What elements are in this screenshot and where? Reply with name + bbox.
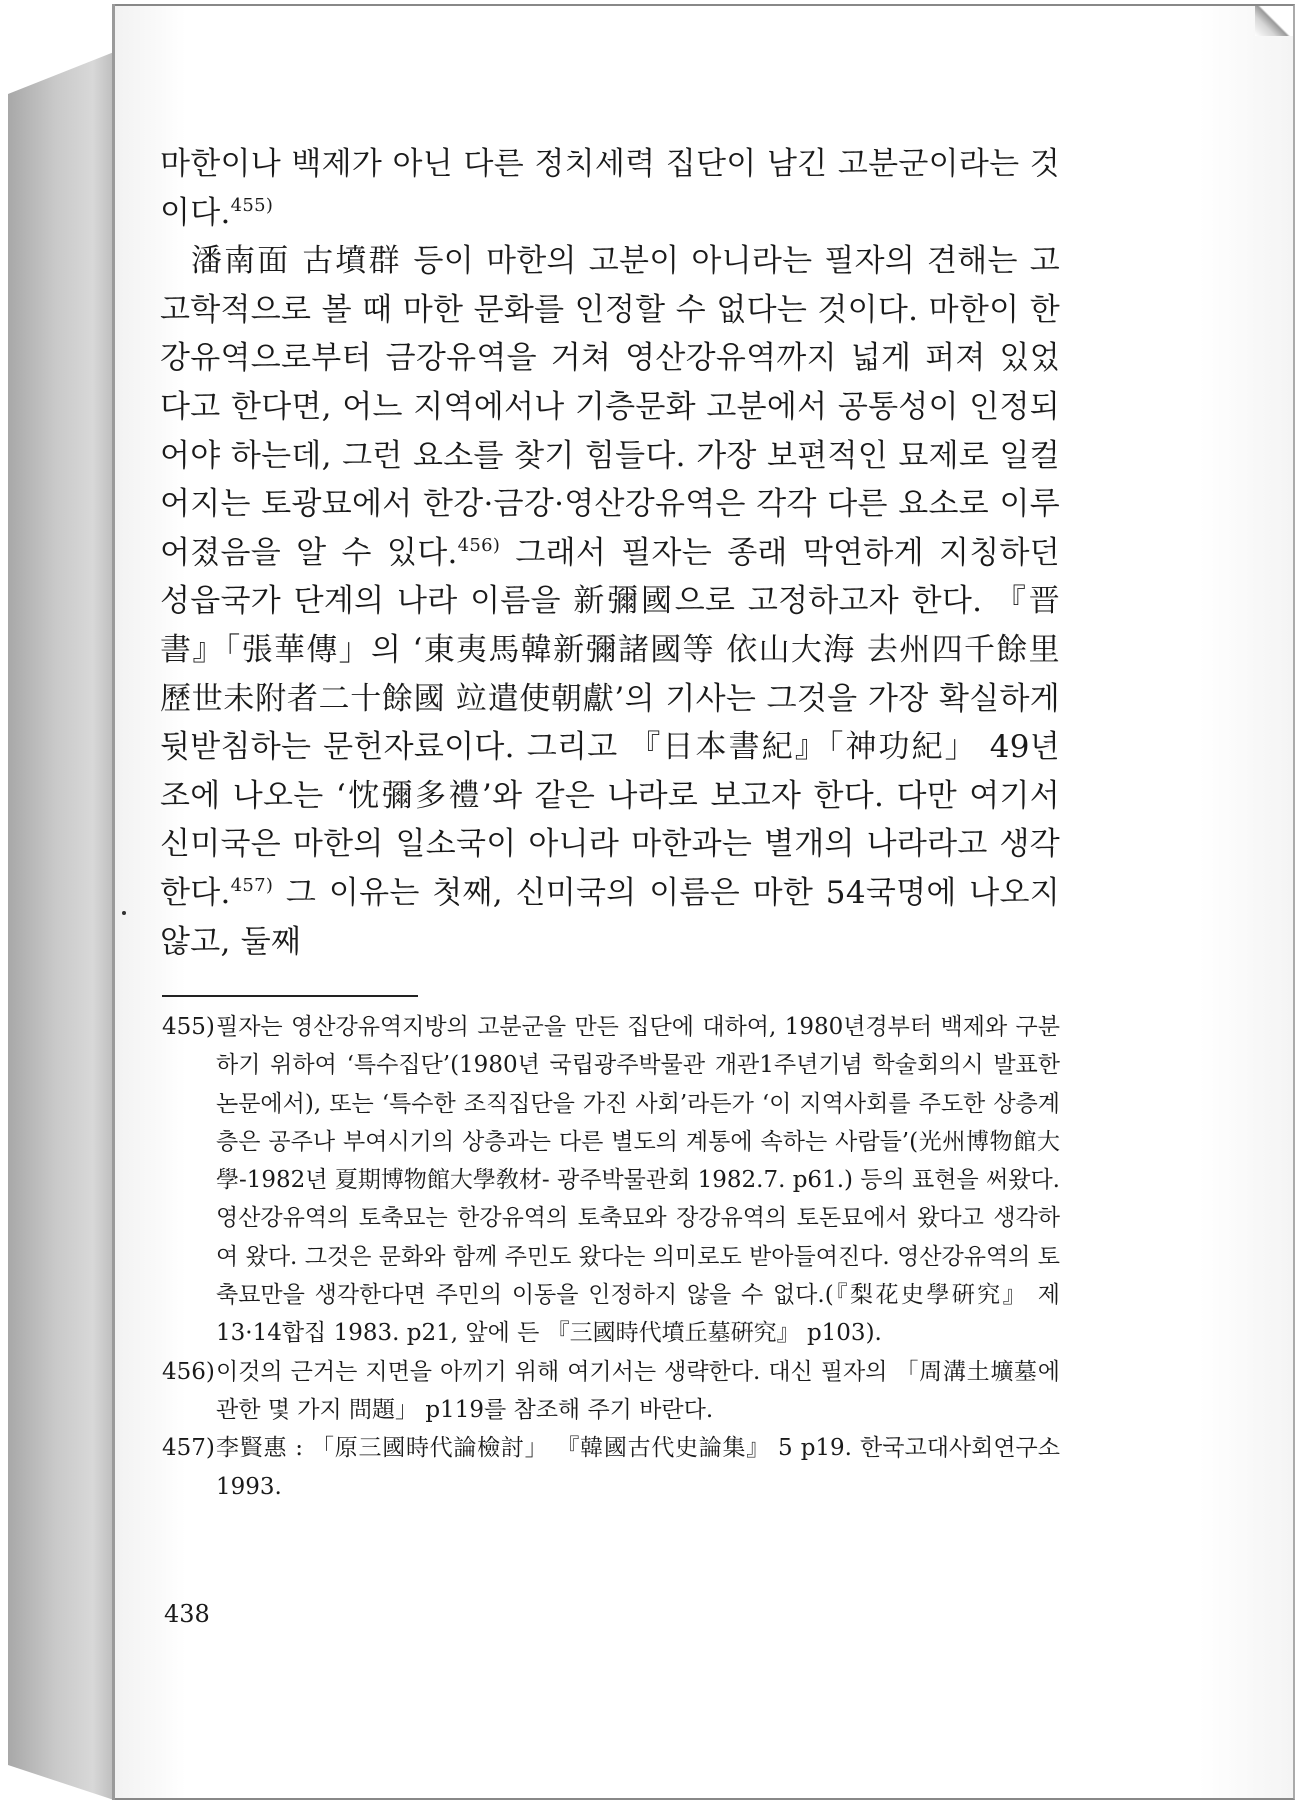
footnote-text: 李賢惠 : 「原三國時代論檢討」 『韓國古代史論集』 5 p19. 한국고대사회연구소 1993. xyxy=(216,1435,1060,1500)
paragraph-2 xyxy=(160,237,1060,966)
footnote-divider xyxy=(162,995,418,997)
footnote-457 xyxy=(162,1429,1060,1506)
book-spine xyxy=(8,52,114,1800)
footnote-number: 457) xyxy=(162,1435,215,1462)
page-curl xyxy=(1255,6,1293,36)
footnote-text: 필자는 영산강유역지방의 고분군을 만든 집단에 대하여, 1980년경부터 백제와 구분하기 위하여 ‘특수집단’(1980년 국립광주박물관 개관1주년기념 학술회의시 발표한 논문에서), 또는 ‘특수한 조직집단을 가진 사회’라든가 ‘이 지역사회를 주도한 상층계층은 공주나 부여시기의 상층과는 다른 별도의 계통에 속하는 사람들’(光州博物館大學-1982년 夏期博物館大學敎材- 광주박물관회 1982.7. p61.) 등의 표현을 써왔다. 영산강유역의 토축묘는 한강유역의 토축묘와 장강유역의 토돈묘에서 왔다고 생각하여 왔다. 그것은 문화와 함께 주민도 왔다는 의미로도 받아들여진다. 영산강유역의 토축묘만을 생각한다면 주민의 이동을 인정하지 않을 수 없다.(『梨花史學硏究』 제13·14합집 1983. p21, 앞에 든 『三國時代墳丘墓硏究』 p103). xyxy=(216,1014,1060,1347)
footnote-text: 이것의 근거는 지면을 아끼기 위해 여기서는 생략한다. 대신 필자의 「周溝土壙墓에 관한 몇 가지 問題」 p119를 참조해 주기 바란다. xyxy=(216,1358,1060,1423)
footnote-455 xyxy=(162,1008,1060,1353)
footnote-ref-455[interactable]: 455) xyxy=(230,194,274,216)
footnote-ref-457[interactable]: 457) xyxy=(230,874,274,896)
body-text xyxy=(160,140,1060,966)
footnote-number: 456) xyxy=(162,1358,215,1385)
paragraph-2-part-3: 그 이유는 첫째, 신미국의 이름은 마한 54국명에 나오지 않고, 둘째 xyxy=(160,874,1060,960)
paragraph-2-part-1: 潘南面 古墳群 등이 마한의 고분이 아니라는 필자의 견해는 고고학적으로 볼 때 마한 문화를 인정할 수 없다는 것이다. 마한이 한강유역으로부터 금강유역을 거쳐 영산강유역까지 넓게 퍼져 있었다고 한다면, 어느 지역에서나 기층문화 고분에서 공통성이 인정되어야 하는데, 그런 요소를 찾기 힘들다. 가장 보편적인 묘제로 일컬어지는 토광묘에서 한강·금강·영산강유역은 각각 다른 요소로 이루어졌음을 알 수 있다. xyxy=(160,243,1060,571)
footnotes xyxy=(162,1008,1060,1506)
footnote-456 xyxy=(162,1353,1060,1430)
page-number: 438 xyxy=(164,1600,210,1628)
margin-mark xyxy=(122,911,126,915)
paragraph-1-text: 마한이나 백제가 아닌 다른 정치세력 집단이 남긴 고분군이라는 것이다. xyxy=(160,146,1060,231)
paragraph-2-part-2: 그래서 필자는 종래 막연하게 지칭하던 성읍국가 단계의 나라 이름을 新彌國으로 고정하고자 한다. 『晋書』「張華傳」의 ‘東夷馬韓新彌諸國等 依山大海 去州四千餘里 歷世未附者二十餘國 竝遣使朝獻’의 기사는 그것을 가장 확실하게 뒷받침하는 문헌자료이다. 그리고 『日本書紀』「神功紀」 49년조에 나오는 ‘忱彌多禮’와 같은 나라로 보고자 한다. 다만 여기서 신미국은 마한의 일소국이 아니라 마한과는 별개의 나라라고 생각한다. xyxy=(160,534,1060,911)
footnote-ref-456[interactable]: 456) xyxy=(457,534,501,556)
footnote-number: 455) xyxy=(162,1014,215,1040)
paragraph-1 xyxy=(160,140,1060,237)
